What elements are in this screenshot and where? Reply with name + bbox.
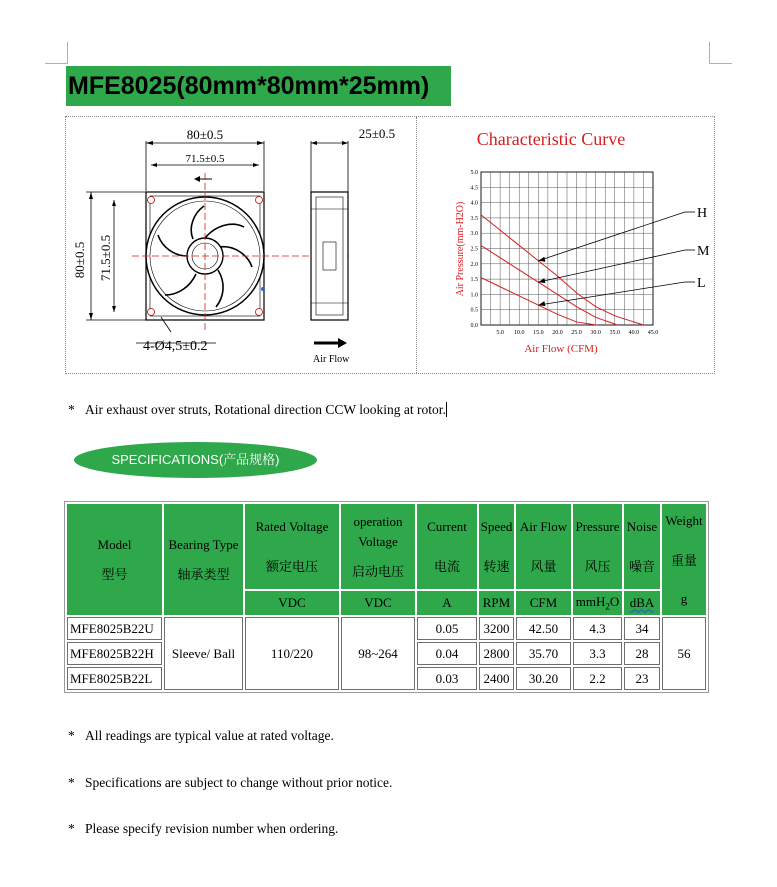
cell-noise: 28 — [624, 642, 660, 665]
x-tick-label: 40.0 — [628, 330, 640, 336]
dim-depth-label: 25±0.5 — [358, 126, 396, 141]
note-air-exhaust — [68, 402, 447, 418]
chart-title: Characteristic Curve — [476, 129, 626, 149]
cell-pressure: 3.3 — [573, 642, 622, 665]
note-revision-text: Please specify revision number when ordering. — [85, 821, 339, 836]
characteristic-curve-chart — [417, 117, 713, 373]
unit-pressure: mmH$_2$O — [573, 591, 622, 615]
legend-leader-L — [538, 282, 685, 305]
cell-speed: 2400 — [479, 667, 514, 690]
cell-noise: 34 — [624, 617, 660, 640]
header-pressure: Pressure 风压 — [573, 504, 622, 589]
legend-leader-H — [538, 212, 685, 261]
cell-weight: 56 — [662, 617, 706, 690]
crop-mark — [709, 42, 710, 64]
header-noise: Noise 噪音 — [624, 504, 660, 589]
y-tick-label: 2.0 — [470, 261, 478, 268]
cell-pressure: 4.3 — [573, 617, 622, 640]
x-tick-label: 35.0 — [609, 330, 621, 336]
y-tick-label: 5.0 — [470, 170, 478, 176]
y-tick-label: 1.5 — [470, 277, 478, 284]
x-tick-label: 25.0 — [571, 330, 582, 336]
x-tick-label: 30.0 — [590, 330, 601, 336]
cell-speed: 2800 — [479, 642, 514, 665]
dim-holes-label: 4-Ø4,5±0.2 — [143, 339, 208, 354]
note-readings-text: All readings are typical value at rated voltage. — [85, 728, 334, 743]
header-bearing: Bearing Type 轴承类型 — [164, 504, 243, 615]
y-tick-label: 0.5 — [470, 307, 478, 314]
note-marker: * — [68, 821, 75, 836]
cell-air-flow: 35.70 — [516, 642, 571, 665]
header-model: Model 型号 — [67, 504, 162, 615]
note-marker: * — [68, 728, 75, 743]
x-tick-label: 45.0 — [647, 330, 659, 336]
x-tick-label: 15.0 — [533, 330, 544, 336]
header-weight: Weight 重量 g — [662, 504, 706, 615]
page-title: MFE8025(80mm*80mm*25mm) — [68, 72, 430, 100]
x-tick-label: 10.0 — [513, 330, 525, 336]
header-current: Current 电流 — [417, 504, 477, 589]
y-tick-label: 3.0 — [470, 231, 478, 238]
unit-rated-voltage: VDC — [245, 591, 339, 615]
chart-ylabel: Air Pressure(mm-H2O) — [455, 201, 466, 297]
dim-hole-spacing-label: 71.5±0.5 — [185, 153, 225, 165]
y-tick-label: 0.0 — [470, 323, 478, 329]
crop-mark — [710, 63, 732, 64]
unit-speed: RPM — [479, 591, 514, 615]
y-tick-label: 4.0 — [470, 200, 478, 207]
cell-model: MFE8025B22H — [67, 642, 162, 665]
note-subject-change — [68, 775, 392, 791]
cell-model: MFE8025B22L — [67, 667, 162, 690]
series-label-M: M — [697, 244, 710, 259]
unit-air-flow: CFM — [516, 591, 571, 615]
specifications-heading: SPECIFICATIONS(产品规格) — [111, 452, 280, 467]
table-row — [67, 617, 706, 640]
note-air-exhaust-text: Air exhaust over struts, Rotational direction CCW looking at rotor. — [85, 402, 446, 417]
dimension-drawing — [66, 117, 416, 373]
y-tick-label: 1.0 — [470, 292, 478, 299]
y-tick-label: 4.5 — [470, 185, 478, 192]
legend-leader-M — [538, 250, 685, 282]
y-tick-label: 2.5 — [470, 246, 478, 253]
series-label-L: L — [697, 276, 706, 291]
cell-noise: 23 — [624, 667, 660, 690]
note-marker: * — [68, 775, 75, 790]
cell-pressure: 2.2 — [573, 667, 622, 690]
specifications-table — [64, 501, 709, 693]
note-marker: * — [68, 402, 75, 417]
cell-model: MFE8025B22U — [67, 617, 162, 640]
dim-width-label: 80±0.5 — [186, 127, 224, 142]
dim-hole-spacing-vertical-label: 71.5±0.5 — [98, 234, 113, 282]
note-readings — [68, 728, 334, 744]
cell-operation-voltage: 98~264 — [341, 617, 415, 690]
chart-xlabel: Air Flow (CFM) — [524, 343, 598, 355]
note-subject-change-text: Specifications are subject to change without prior notice. — [85, 775, 393, 790]
cell-air-flow: 42.50 — [516, 617, 571, 640]
air-flow-label: Air Flow — [313, 354, 350, 365]
table-units-row — [67, 591, 706, 615]
cell-speed: 3200 — [479, 617, 514, 640]
unit-noise: dBA — [624, 591, 660, 615]
cell-rated-voltage: 110/220 — [245, 617, 339, 690]
cell-current: 0.03 — [417, 667, 477, 690]
cell-air-flow: 30.20 — [516, 667, 571, 690]
cell-current: 0.05 — [417, 617, 477, 640]
header-operation-voltage: operation Voltage 启动电压 — [341, 504, 415, 589]
x-tick-label: 5.0 — [496, 330, 504, 336]
series-line-L — [481, 278, 596, 325]
figure-box — [65, 116, 715, 374]
cell-current: 0.04 — [417, 642, 477, 665]
dim-height-label: 80±0.5 — [72, 241, 87, 279]
table-header-row — [67, 504, 706, 589]
cell-bearing: Sleeve/ Ball — [164, 617, 243, 690]
y-tick-label: 3.5 — [470, 215, 478, 222]
header-air-flow: Air Flow 风量 — [516, 504, 571, 589]
crop-mark — [45, 63, 67, 64]
unit-current: A — [417, 591, 477, 615]
series-line-H — [481, 215, 643, 325]
x-tick-label: 20.0 — [552, 330, 563, 336]
text-cursor — [446, 402, 447, 417]
note-revision — [68, 821, 338, 837]
unit-operation-voltage: VDC — [341, 591, 415, 615]
header-rated-voltage: Rated Voltage 额定电压 — [245, 504, 339, 589]
header-speed: Speed 转速 — [479, 504, 514, 589]
crop-mark — [67, 42, 68, 64]
series-label-H: H — [697, 206, 708, 221]
